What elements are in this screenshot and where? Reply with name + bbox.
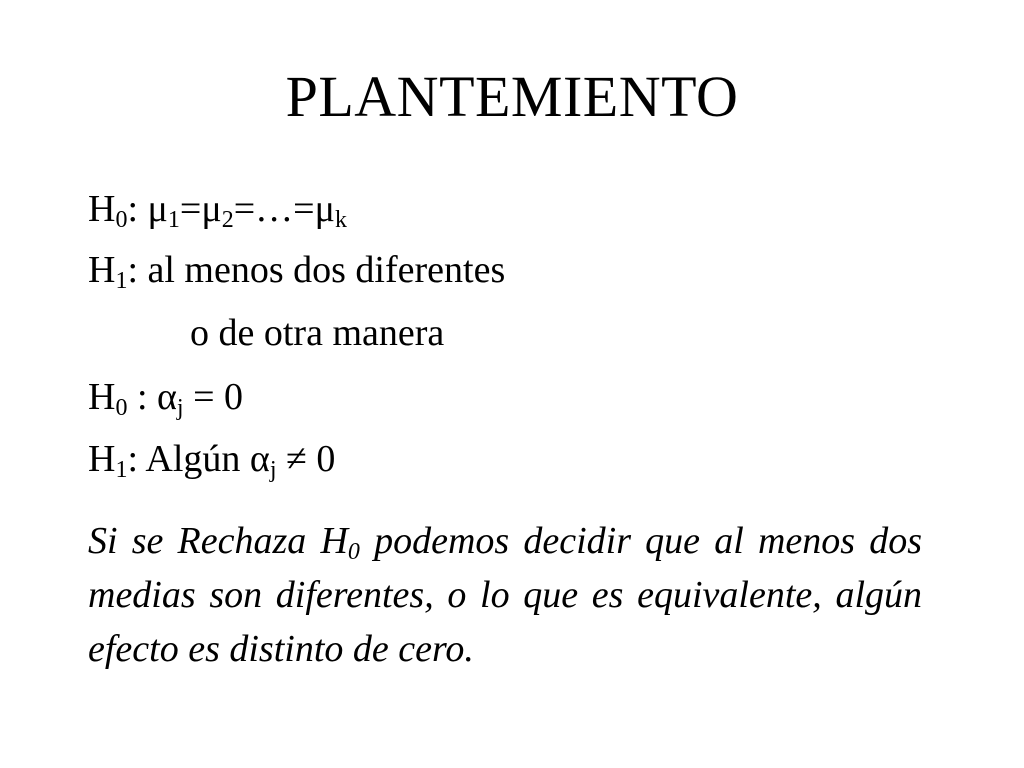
null-hypothesis-means bbox=[88, 186, 347, 232]
h0-label: H bbox=[88, 188, 116, 230]
h1-effects-subscript: 1 bbox=[115, 457, 128, 483]
conclusion-text-a: Si se Rechaza H bbox=[88, 520, 348, 562]
h0-effects-subscript: 0 bbox=[115, 395, 128, 421]
alpha-subscript-j: j bbox=[176, 395, 184, 421]
h0-effects-label: H bbox=[88, 376, 116, 418]
mu-subscript-k: k bbox=[334, 207, 347, 233]
h1-label: H bbox=[88, 249, 116, 291]
conclusion-text-b: podemos decidir que al menos dos medias son diferentes, o lo que es equivalente, algún efecto es distinto de cero. bbox=[88, 520, 923, 670]
h1-subscript: 1 bbox=[115, 268, 128, 294]
alternative-hypothesis-effects bbox=[88, 436, 335, 482]
conclusion-subscript: 0 bbox=[347, 539, 360, 565]
h1-effects-text-b: ≠ 0 bbox=[276, 438, 336, 480]
conclusion-paragraph bbox=[88, 514, 922, 676]
h0-effects-text-b: = 0 bbox=[183, 376, 244, 418]
h0-text-a: : μ bbox=[127, 188, 168, 230]
h0-subscript: 0 bbox=[115, 207, 128, 233]
h1-text: : al menos dos diferentes bbox=[127, 249, 506, 291]
h1-effects-label: H bbox=[88, 438, 116, 480]
null-hypothesis-effects bbox=[88, 374, 243, 420]
h0-text-b: =μ bbox=[179, 188, 222, 230]
h0-text-c: =…=μ bbox=[233, 188, 335, 230]
slide-title: PLANTEMIENTO bbox=[285, 64, 739, 129]
alpha-subscript-j-alt: j bbox=[269, 457, 277, 483]
mu-subscript-1: 1 bbox=[167, 207, 180, 233]
alternate-phrase: o de otra manera bbox=[190, 312, 445, 354]
h0-effects-text-a: : α bbox=[127, 376, 177, 418]
mu-subscript-2: 2 bbox=[221, 207, 234, 233]
alternative-hypothesis-means bbox=[88, 247, 505, 293]
h1-effects-text-a: : Algún α bbox=[127, 438, 270, 480]
